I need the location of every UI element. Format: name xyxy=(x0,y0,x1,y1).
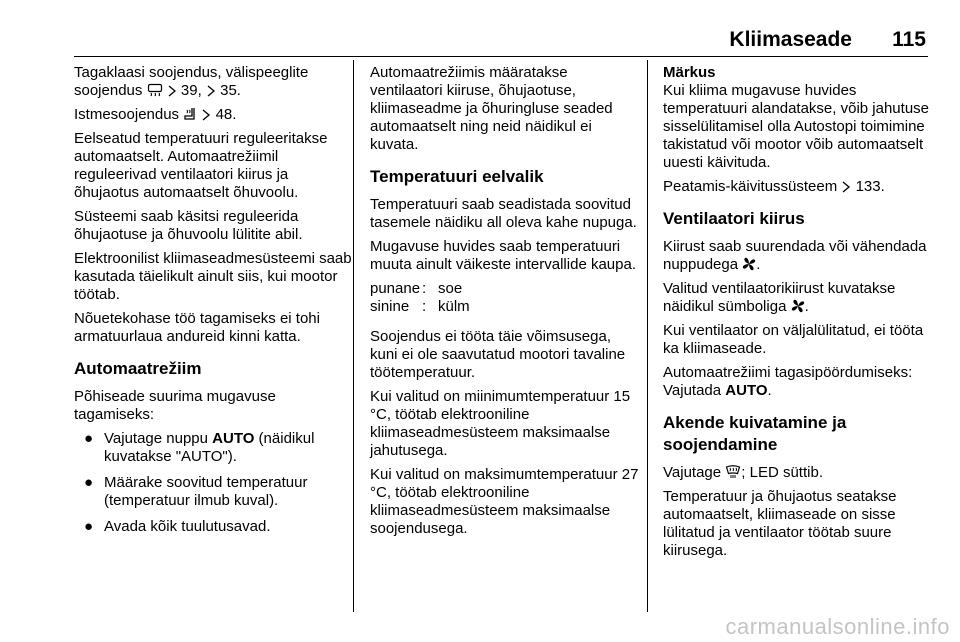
column-divider-2 xyxy=(647,60,648,612)
page-header-title: Kliimaseade xyxy=(729,28,852,51)
seat-heating-icon xyxy=(183,107,197,121)
paragraph-sensors: Nõuetekohase töö tagamiseks ei tohi armatuurlaua andureid kinni katta. xyxy=(74,310,320,345)
table-row: sinine : külm xyxy=(370,298,470,315)
paragraph-automatic-settings: Automaatrežiimis määratakse ventilaatori kiiruse, õhujaotuse, kliimaseadme ja õhuringluse seaded automaatselt ning neid näidikul ei kuvata. xyxy=(370,64,613,153)
page-number: 115 xyxy=(892,28,926,51)
heading-temperature-preselection: Temperatuuri eelvalik xyxy=(370,167,544,186)
watermark: carmanualsonline.info xyxy=(725,614,950,639)
paragraph-temperature-buttons: Temperatuuri saab seadistada soovitud tasemele näidiku all oleva kahe nupuga. xyxy=(370,196,637,231)
reference-arrow-icon xyxy=(167,85,177,97)
column-3 xyxy=(663,64,931,566)
table-row: punane : soe xyxy=(370,280,463,297)
paragraph-fan-display: Valitud ventilaatorikiirust kuvatakse näidikul sümboliga . xyxy=(663,280,896,315)
paragraph-small-intervals: Mugavuse huvides saab temperatuuri muuta ainult väikeste intervallide kaupa. xyxy=(370,238,636,273)
fan-icon xyxy=(791,299,805,313)
heading-automatic-mode: Automaatrežiim xyxy=(74,359,202,378)
note-body: Kui kliima mugavuse huvides temperatuuri alandatakse, võib jahutuse sisselülitamisel olla Autostopi toimimine takistatud või mootor võib automaatselt uuesti käivituda. xyxy=(663,82,930,171)
auto-key-label: AUTO xyxy=(212,430,255,447)
color-legend-table xyxy=(370,280,470,316)
header-rule xyxy=(74,56,928,57)
bullet-marker: ● xyxy=(84,474,94,491)
paragraph-preset-temperature: Eelseatud temperatuuri reguleeritakse automaatselt. Automaatrežiimil reguleerivad ventilaatori kiirus ja õhujaotus automaatselt õhuvoolu. xyxy=(74,130,328,201)
paragraph-rear-window-heating: Tagaklaasi soojendus, välispeeglite soojendus 39, 35. xyxy=(74,64,309,99)
column-divider-1 xyxy=(353,60,354,612)
list-item: ● Vajutage nuppu AUTO (näidikul kuvatakse "AUTO"). xyxy=(84,430,315,465)
bullet-marker: ● xyxy=(84,518,94,535)
list-item: ● Määrake soovitud temperatuur (temperatuur ilmub kuval). xyxy=(84,474,308,509)
reference-arrow-icon xyxy=(841,181,851,193)
list-item: ● Avada kõik tuulutusavad. xyxy=(84,518,271,535)
heading-fan-speed: Ventilaatori kiirus xyxy=(663,209,805,228)
paragraph-defrost-auto: Temperatuur ja õhujaotus seatakse automaatselt, kliimaseade on sisse lülitatud ja ventilaator töötab suure kiirusega. xyxy=(663,488,897,559)
paragraph-defrost-button: Vajutage ; LED süttib. xyxy=(663,464,823,481)
paragraph-return-auto: Automaatrežiimi tagasipöördumiseks: Vajutada AUTO. xyxy=(663,364,913,399)
fan-icon xyxy=(742,257,756,271)
paragraph-engine-running: Elektroonilist kliimaseadmesüsteemi saab kasutada täielikult ainult siis, kui mootor töötab. xyxy=(74,250,352,303)
heading-defrost: Akende kuivatamine ja soojendamine xyxy=(663,413,847,454)
reference-arrow-icon xyxy=(201,109,211,121)
auto-key-label: AUTO xyxy=(725,382,768,399)
rear-window-heating-icon xyxy=(147,83,163,97)
paragraph-heating-warmup: Soojendus ei tööta täie võimsusega, kuni ei ole saavutatud mootori tavaline töötemperatuur. xyxy=(370,328,626,381)
paragraph-seat-heating: Istmesoojendus 48. xyxy=(74,106,237,123)
paragraph-manual-control: Süsteemi saab käsitsi reguleerida õhujaotuse ja õhuvoolu lülitite abil. xyxy=(74,208,303,243)
note-title: Märkus xyxy=(663,64,716,81)
column-1 xyxy=(74,64,352,544)
paragraph-min-temperature: Kui valitud on miinimumtemperatuur 15 °C, töötab elektrooniline kliimaseadmesüsteem maksimaalse jahutusega. xyxy=(370,388,631,459)
paragraph-basic-setting: Põhiseade suurima mugavuse tagamiseks: xyxy=(74,388,276,423)
paragraph-max-temperature: Kui valitud on maksimumtemperatuur 27 °C, töötab elektrooniline kliimaseadmesüsteem maksimaalse soojendusega. xyxy=(370,466,639,537)
bullet-marker: ● xyxy=(84,430,94,447)
reference-arrow-icon xyxy=(206,85,216,97)
bullet-list xyxy=(74,430,352,536)
windscreen-defrost-icon xyxy=(725,465,741,479)
paragraph-fan-buttons: Kiirust saab suurendada või vähendada nuppudega . xyxy=(663,238,927,273)
column-2 xyxy=(370,64,640,544)
paragraph-fan-off: Kui ventilaator on väljalülitatud, ei tööta ka kliimaseade. xyxy=(663,322,924,357)
paragraph-stop-start-ref: Peatamis-käivitussüsteem 133. xyxy=(663,178,885,195)
